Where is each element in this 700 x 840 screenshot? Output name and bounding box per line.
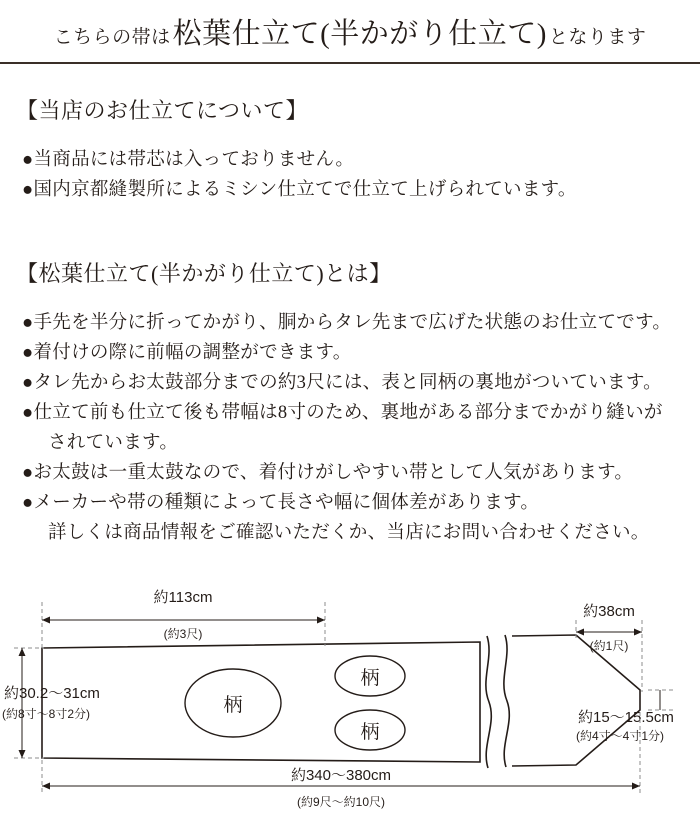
pattern-label-top: 柄 xyxy=(360,668,380,689)
dim-left-sub: (約8寸〜8寸2分) xyxy=(2,707,91,721)
obi-tip-outline xyxy=(512,635,640,766)
arrow-top-right xyxy=(317,617,325,624)
dim-tip-sub: (約4寸〜4寸1分) xyxy=(576,729,665,743)
obi-body-outline xyxy=(42,642,480,762)
page-header xyxy=(0,0,700,64)
section2-bullet-6: ●メーカーや帯の種類によって長さや幅に個体差があります。 xyxy=(22,493,540,513)
dim-right-sub: (約1尺) xyxy=(589,639,629,653)
section2-bullet-4-cont: されています。 xyxy=(48,433,179,453)
section2-bullet-6-cont: 詳しくは商品情報をご確認いただくか、当店にお問い合わせください。 xyxy=(48,523,650,543)
dim-bottom-sub: (約9尺〜約10尺) xyxy=(296,795,386,809)
dim-top-sub: (約3尺) xyxy=(163,627,203,641)
dim-left-main: 約30.2〜31cm xyxy=(4,685,100,702)
dim-tip-main: 約15〜15.5cm xyxy=(578,709,674,726)
dim-bottom-main: 約340〜380cm xyxy=(290,767,392,784)
obi-dimensions-diagram xyxy=(0,580,700,840)
arrow-top-left xyxy=(42,617,50,624)
section2-bullet-1: ●手先を半分に折ってかがり、胴からタレ先まで広げた状態のお仕立てです。 xyxy=(22,313,672,333)
arrow-left-bottom xyxy=(19,750,26,758)
dim-right-main: 約38cm xyxy=(583,603,635,620)
section2-bullet-2: ●着付けの際に前幅の調整ができます。 xyxy=(22,343,352,363)
header-suffix: となります xyxy=(548,26,647,48)
arrow-right-right xyxy=(634,629,642,636)
header-emphasis: 松葉仕立て(半かがり仕立て) xyxy=(172,17,547,50)
header-text-line xyxy=(54,11,647,52)
section2-bullet-4: ●仕立て前も仕立て後も帯幅は8寸のため、裏地がある部分までかがり縫いが xyxy=(22,403,663,423)
section2-bullet-5: ●お太鼓は一重太鼓なので、着付けがしやすい帯として人気があります。 xyxy=(22,463,634,483)
arrow-left-top xyxy=(19,648,26,656)
section2-bullet-3: ●タレ先からお太鼓部分までの約3尺には、表と同柄の裏地がついています。 xyxy=(22,373,662,393)
arrow-bottom-right xyxy=(632,783,640,790)
dim-top-main: 約113cm xyxy=(153,589,213,606)
pattern-label-large: 柄 xyxy=(223,695,243,716)
arrow-right-left xyxy=(576,629,584,636)
break-line-right xyxy=(504,635,509,767)
section1-bullet-1: ●当商品には帯芯は入っておりません。 xyxy=(22,150,355,170)
header-prefix: こちらの帯は xyxy=(53,26,171,48)
break-line-left xyxy=(486,636,491,768)
section-title-matsuba-definition: 【松葉仕立て(半かがり仕立て)とは】 xyxy=(16,261,392,286)
arrow-bottom-left xyxy=(42,783,50,790)
pattern-label-bottom: 柄 xyxy=(360,722,380,743)
section1-bullet-2: ●国内京都縫製所によるミシン仕立てで仕立て上げられています。 xyxy=(22,180,577,200)
section-title-about-tailoring: 【当店のお仕立てについて】 xyxy=(16,98,309,123)
